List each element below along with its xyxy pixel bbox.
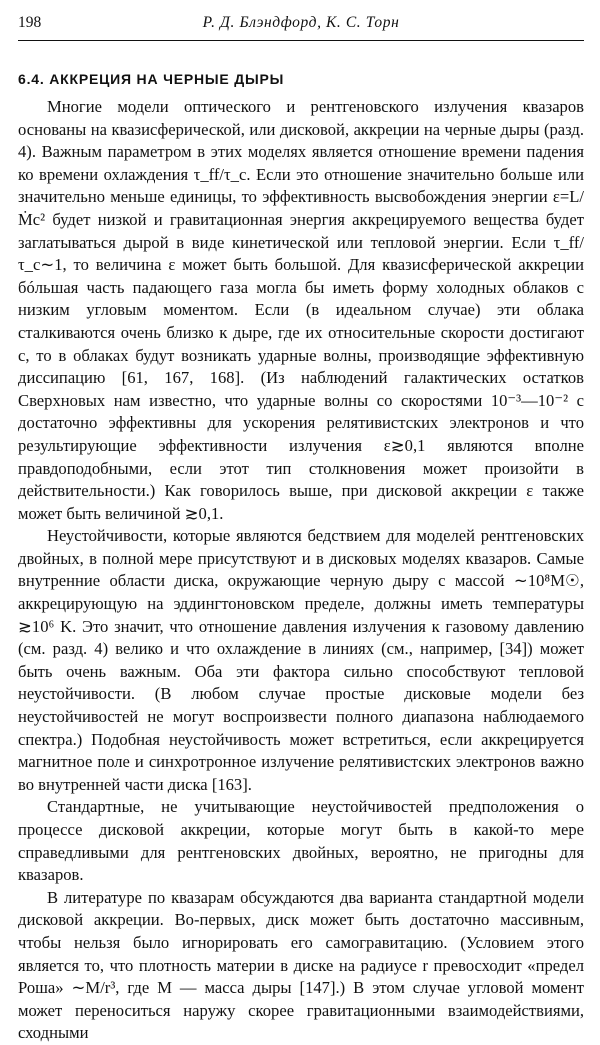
paragraph-two-variants: В литературе по квазарам обсуждаются два варианта стандартной модели дисковой аккреции. Во-первых, диск может быть достаточно массивным, чтобы нельзя было игнорировать его самогравитацию. (Условием этого является то, что плотность материи в диске на радиусе r превосходит «предел Роша» ∼M/r³, где M — масса дыры [147].) В этом случае угловой момент может переноситься наружу скорее гравитационными взаимодействиями, сходными [18, 887, 584, 1043]
paragraph-standard-assumptions: Стандартные, не учитывающие неустойчивостей предположения о процессе дисковой аккреции, которые могут быть в какой-то мере справедливыми для рентгеновских двойных, вероятно, не пригодны для квазаров. [18, 797, 584, 885]
running-head: Р. Д. Блэндфорд, К. С. Торн [202, 14, 400, 31]
section-title: 6.4. АККРЕЦИЯ НА ЧЕРНЫЕ ДЫРЫ [18, 71, 285, 87]
page-header [18, 14, 584, 41]
paragraph-instabilities: Неустойчивости, которые являются бедствием для моделей рентгеновских двойных, в полной мере присутствуют и в дисковых моделях квазаров. Самые внутренние области диска, окружающие черную дыру с массой ∼10⁸M☉, аккрецирующую на эддингтоновском пределе, должны иметь температуры ≳10⁶ K. Это значит, что отношение давления излучения к газовому давлению (см. разд. 4) велико и что охлаждение в линиях (см., например, [34]) может быть очень важным. Оба эти фактора сильно способствуют тепловой неустойчивости. (В любом случае простые дисковые модели без неустойчивостей не могут воспроизвести полного диапазона наблюдаемого спектра.) Подобная неустойчивость может встретиться, если аккрецируется магнитное поле и синхротронное излучение релятивистских электронов важно во внутренней части диска [163]. [18, 526, 584, 794]
book-page [18, 14, 584, 1045]
paragraph-accretion-models: Многие модели оптического и рентгеновского излучения квазаров основаны на квазисферической, или дисковой, аккреции на черные дыры (разд. 4). Важным параметром в этих моделях является отношение времени падения ко времени охлаждения τ_ff/τ_c. Если это отношение значительно больше или значительно меньше единицы, то эффективность высвобождения энергии ε=L/Ṁc² будет низкой и гравитационная энергия аккрецируемого вещества будет заглатываться дырой в виде кинетической или тепловой энергии. Если τ_ff/τ_c∼1, то величина ε может быть большой. Для квазисферической аккреции бóльшая часть падающего газа могла бы иметь форму холодных облаков с низким угловым моментом. Если (в идеальном случае) эти облака сталкиваются очень близко к дыре, где их относительные скорости достигают c, то в облаках будут возникать ударные волны, производящие эффективную диссипацию [61, 167, 168]. (Из наблюдений галактических остатков Сверхновых нам известно, что ударные волны со скоростями 10⁻³—10⁻² c достаточно эффективны для ускорения релятивистских электронов и что результирующие эффективности излучения ε≳0,1 являются вполне правдоподобными, если этот тип столкновения может произойти в действительности.) Как говорилось выше, при дисковой аккреции ε также может быть величиной ≳0,1. [18, 97, 584, 523]
page-number: 198 [18, 14, 42, 31]
